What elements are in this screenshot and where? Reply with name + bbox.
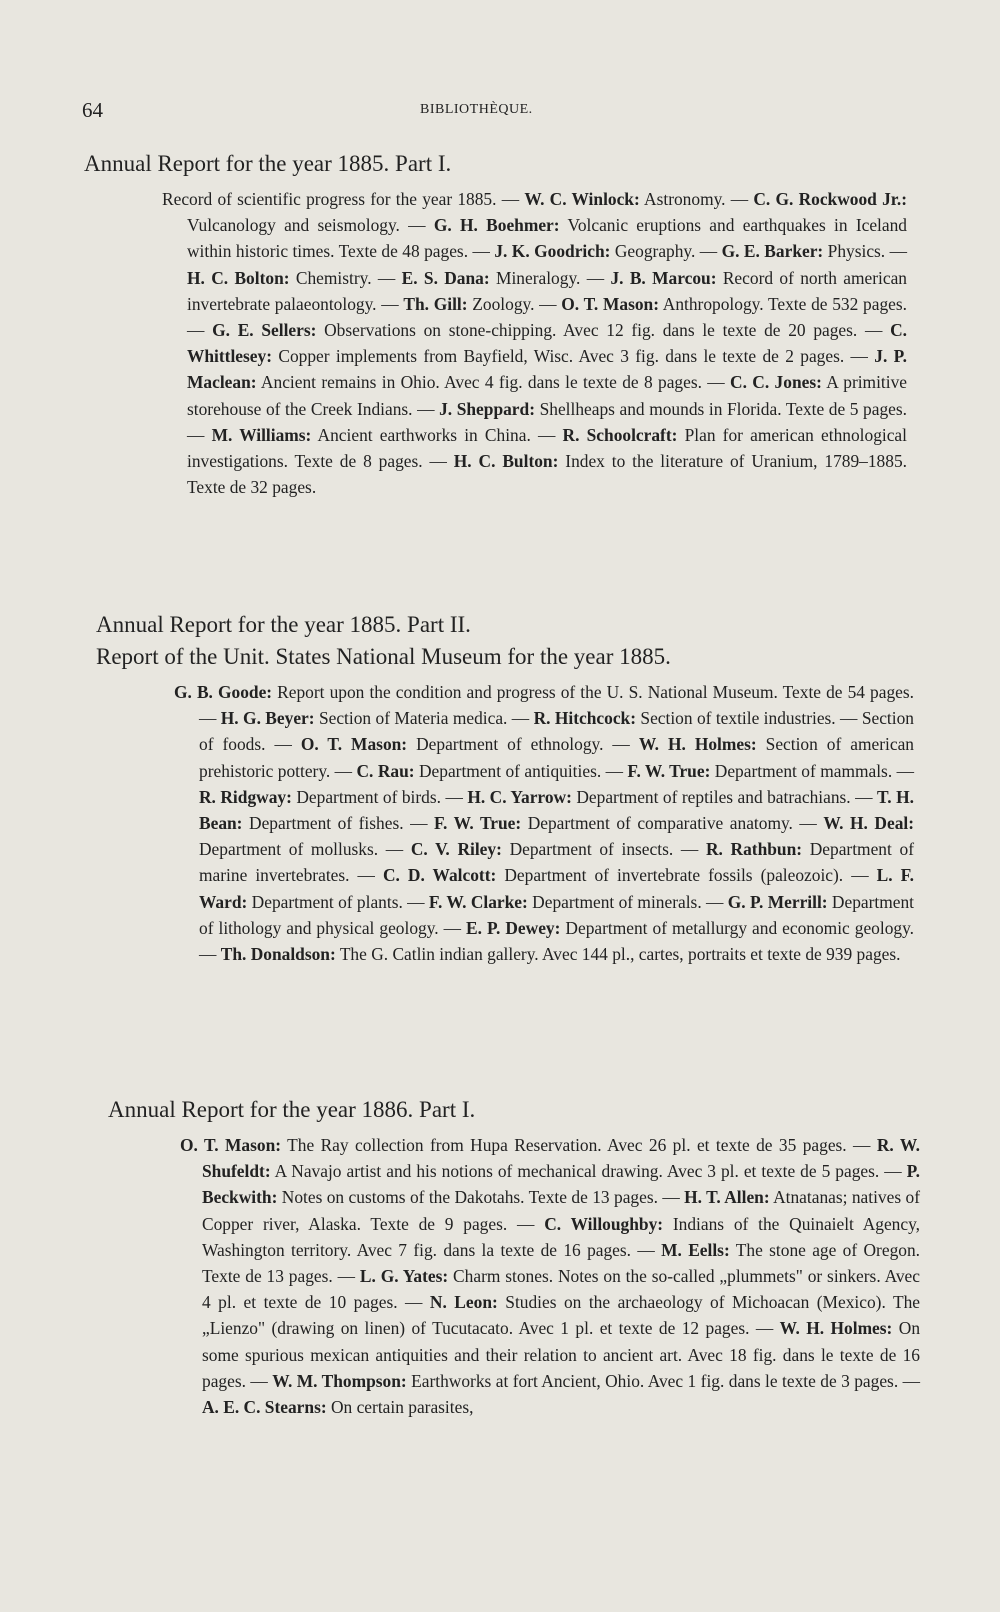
- author-name: R. Schoolcraft:: [562, 424, 678, 445]
- section-body: [162, 186, 907, 500]
- author-name: F. W. True:: [627, 760, 711, 781]
- author-name: H. T. Allen:: [684, 1187, 770, 1208]
- entry-text: Department of metallurgy and economic geology. —: [199, 917, 914, 965]
- entry-text: Section of american prehistoric pottery. —: [199, 734, 915, 781]
- author-name: H. G. Beyer:: [220, 708, 315, 729]
- author-name: N. Leon:: [429, 1292, 498, 1313]
- section-1885-part-1: [0, 148, 1000, 500]
- author-name: P. Beckwith:: [202, 1161, 920, 1208]
- section-heading: Annual Report for the year 1885. Part I.: [84, 151, 452, 176]
- entry-text: Department of insects. —: [501, 839, 706, 860]
- entry-text: Department of invertebrate fossils (paleozoic). —: [496, 865, 877, 886]
- entry-text: Mineralogy. —: [489, 267, 611, 288]
- author-name: A. E. C. Stearns:: [202, 1397, 327, 1418]
- entry-text: Department of plants. —: [247, 891, 429, 912]
- entry-text: Department of mollusks. —: [199, 839, 411, 860]
- entry-text: Department of lithology and physical geology. —: [199, 891, 915, 938]
- page-number: 64: [82, 98, 103, 122]
- entry-text: Volcanic eruptions and earthquakes in Iceland within historic times. Texte de 48 pages. —: [187, 215, 907, 262]
- author-name: R. W. Shufeldt:: [202, 1135, 920, 1182]
- author-name: G. H. Boehmer:: [433, 215, 560, 236]
- author-name: G. E. Sellers:: [212, 320, 317, 341]
- author-name: W. H. Deal:: [823, 813, 915, 834]
- author-name: R. Hitchcock:: [533, 708, 637, 729]
- author-name: F. W. Clarke:: [428, 891, 528, 912]
- author-name: C. G. Rockwood Jr.:: [753, 189, 908, 209]
- running-head: [82, 98, 940, 128]
- author-name: C. V. Riley:: [410, 839, 502, 860]
- author-name: C. Whittlesey:: [187, 320, 907, 367]
- entry-text: Vulcanology and seismology. —: [187, 215, 434, 236]
- author-name: J. Sheppard:: [439, 398, 535, 419]
- entry-text: Section of Materia medica. —: [314, 708, 534, 729]
- entry-text: Department of antiquities. —: [414, 760, 628, 781]
- author-name: T. H. Bean:: [199, 786, 914, 834]
- entry-text: Physics. —: [823, 241, 907, 262]
- section-1886-part-1: [0, 1094, 1000, 1420]
- author-name: E. P. Dewey:: [466, 917, 561, 938]
- entry-text: Department of birds. —: [291, 786, 468, 807]
- author-name: L. F. Ward:: [199, 865, 915, 912]
- author-name: G. B. Goode:: [174, 682, 273, 702]
- entry-text: Indians of the Quinaielt Agency, Washington territory. Avec 7 fig. dans la texte de 16 pages. —: [202, 1213, 921, 1260]
- section-body: [174, 679, 914, 967]
- author-name: O. T. Mason:: [561, 293, 659, 314]
- author-name: F. W. True:: [434, 813, 522, 834]
- section-body: [180, 1132, 920, 1420]
- author-name: W. H. Holmes:: [638, 734, 757, 755]
- author-name: R. Ridgway:: [199, 786, 292, 807]
- entry-text: Ancient earthworks in China. —: [311, 424, 563, 445]
- entry-text: Shellheaps and mounds in Florida. Texte de 5 pages. —: [187, 398, 907, 445]
- running-title: BIBLIOTHÈQUE.: [420, 102, 533, 117]
- author-name: R. Rathbun:: [705, 839, 803, 860]
- author-name: H. C. Bolton:: [187, 267, 290, 288]
- author-name: Th. Donaldson:: [220, 944, 336, 965]
- section-1885-part-2: [0, 609, 1000, 967]
- author-name: M. Williams:: [211, 424, 312, 445]
- entry-text: Zoology. —: [467, 293, 562, 314]
- entry-text: Department of minerals. —: [527, 891, 728, 912]
- section-heading: Annual Report for the year 1885. Part II.: [96, 612, 471, 637]
- author-name: L. G. Yates:: [359, 1266, 449, 1287]
- entry-text: Anthropology. Texte de 532 pages. —: [187, 293, 907, 341]
- entry-text: The G. Catlin indian gallery. Avec 144 pl., cartes, portraits et texte de 939 pages.: [335, 944, 901, 965]
- entry-text: Earthworks at fort Ancient, Ohio. Avec 1 fig. dans le texte de 3 pages. —: [406, 1370, 920, 1391]
- author-name: Th. Gill:: [403, 293, 468, 314]
- entry-text: Chemistry. —: [289, 267, 402, 288]
- author-name: W. C. Winlock:: [524, 189, 640, 209]
- author-name: W. H. Holmes:: [779, 1318, 893, 1339]
- entry-text: Department of fishes. —: [242, 813, 435, 834]
- entry-text: Studies on the archaeology of Michoacan (Mexico). The „Lienzo" (drawing on linen) of Tucutacato. Avec 1 pl. et texte de 12 pages. —: [202, 1292, 921, 1339]
- author-name: C. Willoughby:: [544, 1213, 664, 1234]
- entry-text: A primitive storehouse of the Creek Indians. —: [187, 372, 907, 419]
- entry-text: Report upon the condition and progress of the U. S. National Museum. Texte de 54 pages. —: [199, 682, 914, 729]
- entry-text: Department of mammals. —: [710, 760, 914, 781]
- author-name: H. C. Bulton:: [453, 451, 559, 472]
- author-name: G. P. Merrill:: [727, 891, 828, 912]
- author-name: C. D. Walcott:: [382, 865, 497, 886]
- entry-text: Observations on stone-chipping. Avec 12 fig. dans le texte de 20 pages. —: [316, 320, 891, 341]
- author-name: J. P. Maclean:: [187, 346, 907, 393]
- entry-text: Ancient remains in Ohio. Avec 4 fig. dans le texte de 8 pages. —: [256, 372, 731, 393]
- entry-text: Section of textile industries. — Section of foods. —: [199, 708, 914, 755]
- author-name: J. K. Goodrich:: [494, 241, 611, 262]
- entry-text: Index to the literature of Uranium, 1789–1885. Texte de 32 pages.: [187, 451, 907, 498]
- author-name: W. M. Thompson:: [272, 1370, 407, 1391]
- author-name: M. Eells:: [661, 1239, 730, 1260]
- entry-text: A Navajo artist and his notions of mechanical drawing. Avec 3 pl. et texte de 5 pages. —: [270, 1161, 907, 1182]
- entry-text: Notes on customs of the Dakotahs. Texte de 13 pages. —: [277, 1187, 685, 1208]
- entry-text: Record of scientific progress for the year 1885. —: [162, 189, 525, 209]
- author-name: H. C. Yarrow:: [467, 786, 572, 807]
- author-name: C. Rau:: [356, 760, 415, 781]
- entry-text: The Ray collection from Hupa Reservation. Avec 26 pl. et texte de 35 pages. —: [281, 1135, 877, 1155]
- entry-text: Department of comparative anatomy. —: [521, 813, 824, 834]
- entry-text: The stone age of Oregon. Texte de 13 pages. —: [202, 1239, 921, 1287]
- author-name: E. S. Dana:: [401, 267, 490, 288]
- entry-text: Department of ethnology. —: [407, 734, 639, 755]
- entry-text: Copper implements from Bayfield, Wisc. Avec 3 fig. dans le texte de 2 pages. —: [272, 346, 875, 367]
- author-name: O. T. Mason:: [180, 1135, 282, 1155]
- section-subheading: Report of the Unit. States National Museum for the year 1885.: [96, 644, 671, 669]
- author-name: O. T. Mason:: [300, 734, 408, 755]
- entry-text: Plan for american ethnological investigations. Texte de 8 pages. —: [187, 424, 907, 472]
- section-heading: Annual Report for the year 1886. Part I.: [108, 1097, 476, 1122]
- entry-text: Astronomy. —: [639, 189, 754, 209]
- entry-text: Record of north american invertebrate palaeontology. —: [187, 267, 907, 314]
- entry-text: On certain parasites,: [326, 1397, 474, 1418]
- author-name: C. C. Jones:: [730, 372, 822, 393]
- entry-text: On some spurious mexican antiquities and their relation to ancient art. Avec 18 fig. dans le texte de 16 pages. —: [202, 1318, 921, 1391]
- entry-text: Department of reptiles and batrachians. —: [571, 786, 877, 807]
- entry-text: Charm stones. Notes on the so-called „plummets" or sinkers. Avec 4 pl. et texte de 10 pages. —: [202, 1266, 920, 1313]
- entry-text: Geography. —: [610, 241, 722, 262]
- entry-text: Department of marine invertebrates. —: [199, 839, 914, 886]
- author-name: J. B. Marcou:: [610, 267, 717, 288]
- author-name: G. E. Barker:: [721, 241, 824, 262]
- entry-text: Atnatanas; natives of Copper river, Alaska. Texte de 9 pages. —: [202, 1187, 921, 1234]
